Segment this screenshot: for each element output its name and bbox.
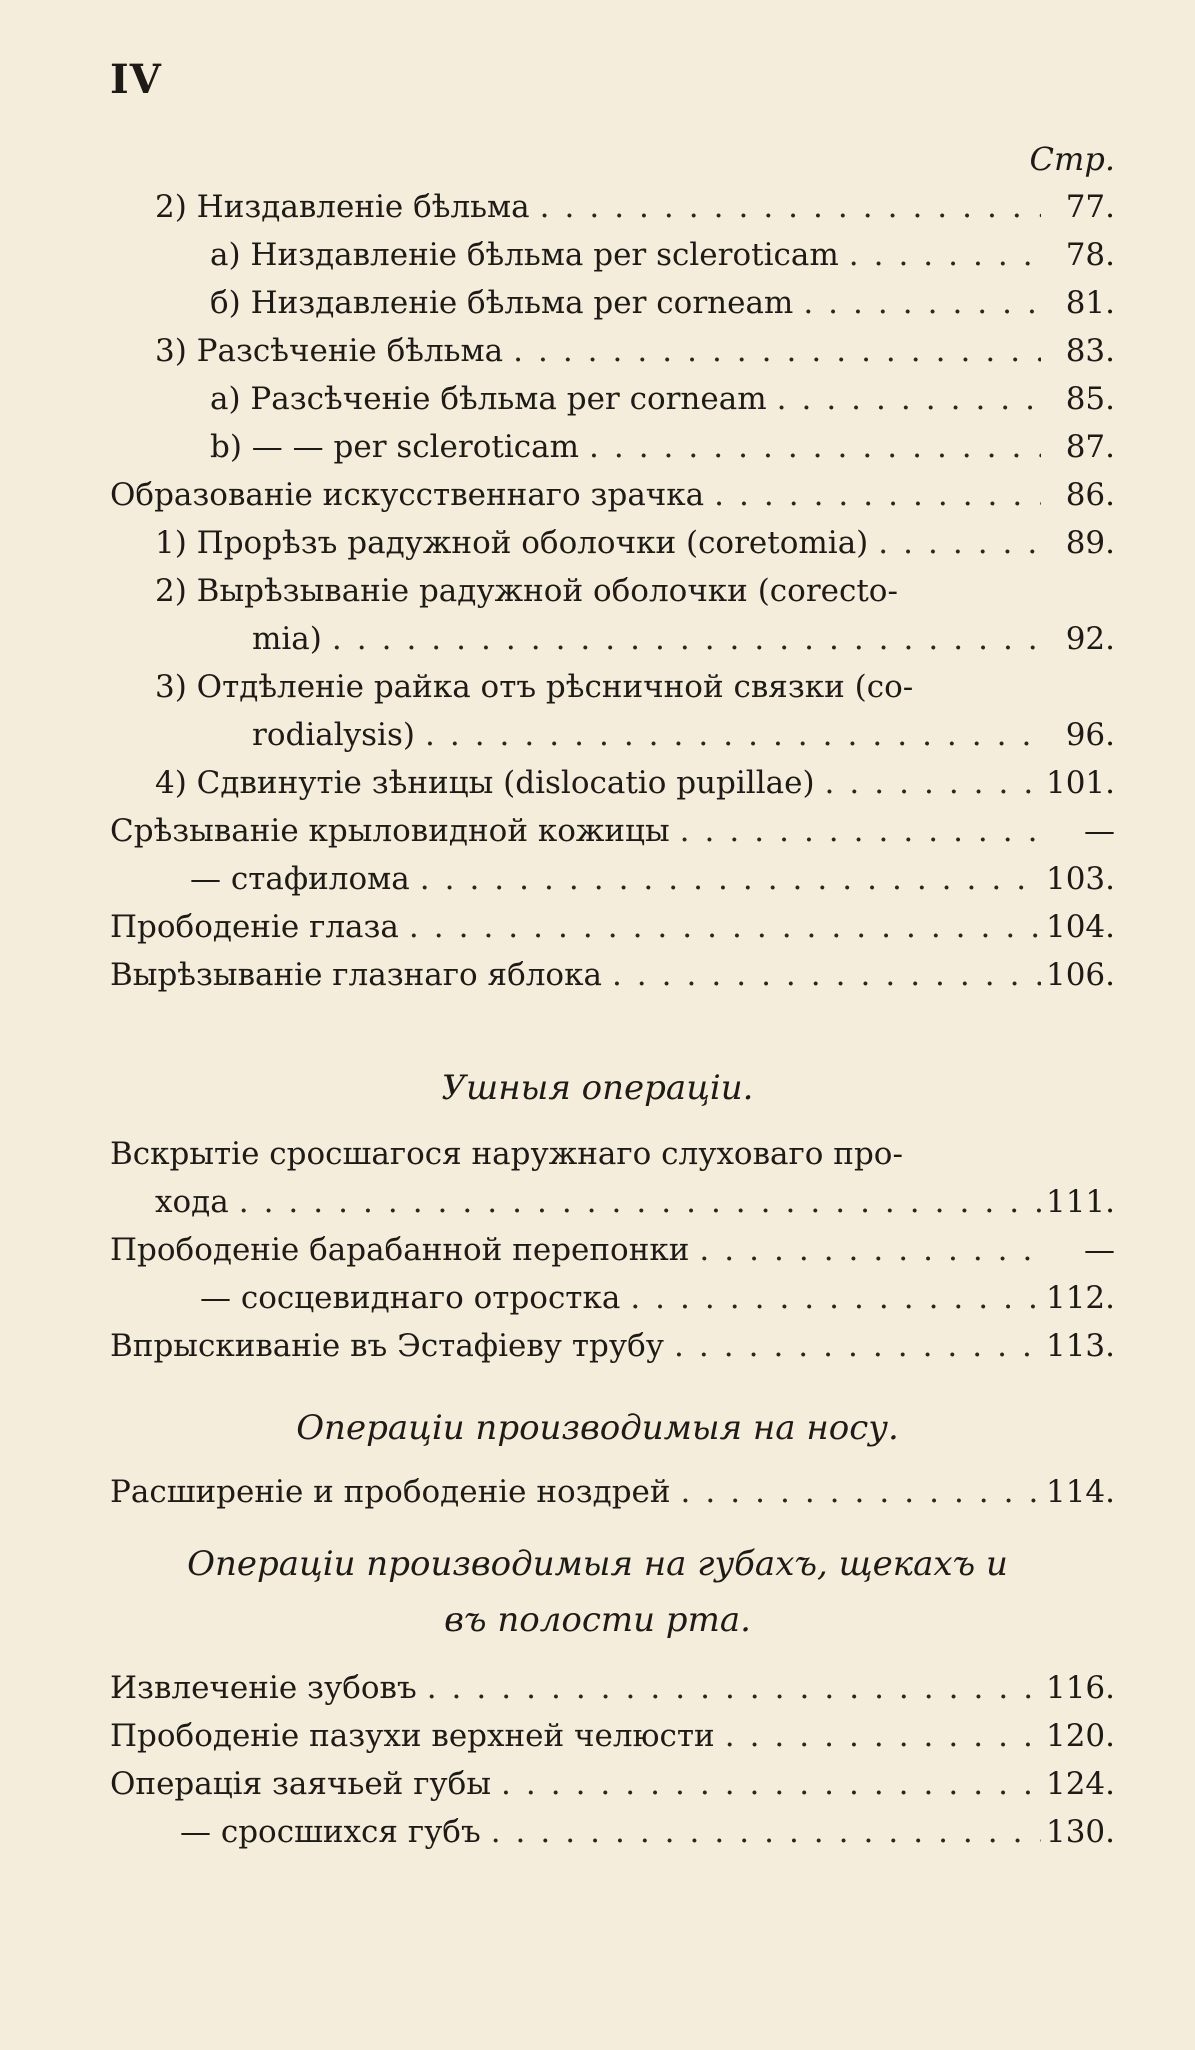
section-heading-mouth: Операцiи производимыя на губахъ, щекахъ и (187, 1544, 1008, 1584)
leader-dots (839, 231, 1041, 279)
toc-entry-text: а) Разсѣченie бѣльма per corneam (210, 381, 767, 417)
toc-entry (110, 1712, 1115, 1760)
leader-dots (530, 183, 1041, 231)
toc-entry-text: 3) Отдѣленie райка отъ рѣсничной связки (co- (155, 669, 914, 705)
leader-dots (664, 1322, 1041, 1370)
toc-entry-text: б) Низдавленie бѣльма per corneam (210, 285, 794, 321)
toc-entry-text: 2) Низдавленie бѣльма (155, 189, 530, 225)
toc-entry (110, 471, 1115, 519)
leader-dots (868, 519, 1041, 567)
toc-entry-page: 103. (1045, 861, 1115, 897)
leader-dots (815, 759, 1041, 807)
leader-dots (793, 279, 1041, 327)
leader-dots (715, 1712, 1041, 1760)
toc-entry-text: хода (155, 1184, 229, 1220)
section-heading-nose: Операцiи производимыя на носу. (296, 1408, 899, 1448)
toc-entry-page: 87. (1065, 429, 1115, 465)
toc-entry-page: 111. (1045, 1184, 1115, 1220)
toc-entry-page: 83. (1065, 333, 1115, 369)
leader-dots (602, 951, 1041, 999)
toc-entry-text: b) — — per scleroticam (210, 429, 579, 465)
toc-entry-page: — (1084, 1232, 1115, 1268)
leader-dots (689, 1226, 1041, 1274)
toc-entry (110, 1468, 1115, 1516)
leader-dots (579, 423, 1041, 471)
leader-dots (671, 1468, 1041, 1516)
toc-entry-text: 4) Сдвинутie зѣницы (dislocatio pupillae) (155, 765, 815, 801)
toc-entry (180, 1808, 1115, 1856)
toc-entry (155, 327, 1115, 375)
leader-dots (491, 1760, 1041, 1808)
toc-entry-page: 124. (1045, 1766, 1115, 1802)
toc-entry-text: Расширенie и прободенie ноздрей (110, 1474, 671, 1510)
toc-entry (155, 519, 1115, 567)
toc-entry-text: — сосцевиднаго отростка (200, 1280, 621, 1316)
toc-entry-text: 1) Прорѣзъ радужной оболочки (coretomia) (155, 525, 869, 561)
toc-entry-page: 78. (1065, 237, 1115, 273)
toc-entry-text: Прободенie пазухи верхней челюсти (110, 1718, 715, 1754)
toc-entry (210, 279, 1115, 327)
toc-entry-text: Прободенie глаза (110, 909, 399, 945)
toc-entry-text: Срѣзыванie крыловидной кожицы (110, 813, 670, 849)
page-column-header: Стр. (1029, 140, 1115, 178)
toc-entry-page: 89. (1065, 525, 1115, 561)
toc-entry-text: — сросшихся губъ (180, 1814, 481, 1850)
leader-dots (481, 1808, 1041, 1856)
toc-entry-page: 85. (1065, 381, 1115, 417)
leader-dots (415, 711, 1041, 759)
leader-dots (399, 903, 1041, 951)
toc-entry-text: Операцiя заячьей губы (110, 1766, 492, 1802)
toc-entry-page: 86. (1065, 477, 1115, 513)
toc-entry (210, 375, 1115, 423)
toc-entry-page: 114. (1045, 1474, 1115, 1510)
toc-entry-page: 116. (1045, 1670, 1115, 1706)
toc-entry-page: — (1084, 813, 1115, 849)
toc-entry-text: Впрыскиванie въ Эстафiеву трубу (110, 1328, 665, 1364)
toc-entry-text: mia) (252, 621, 322, 657)
toc-entry-page: 81. (1065, 285, 1115, 321)
toc-entry-text: Вскрытie сросшагося наружнаго слуховаго про- (110, 1136, 903, 1172)
toc-entry (110, 1664, 1115, 1712)
toc-entry (155, 183, 1115, 231)
leader-dots (503, 327, 1041, 375)
leader-dots (704, 471, 1041, 519)
toc-entry (252, 711, 1115, 759)
toc-entry-page: 112. (1045, 1280, 1115, 1316)
toc-entry-page: 96. (1065, 717, 1115, 753)
toc-entry-page: 120. (1045, 1718, 1115, 1754)
toc-entry-text: Вырѣзыванie глазнаго яблока (110, 957, 602, 993)
toc-entry (110, 951, 1115, 999)
leader-dots (229, 1178, 1041, 1226)
toc-entry (210, 231, 1115, 279)
toc-entry (252, 615, 1115, 663)
toc-entry-page: 113. (1045, 1328, 1115, 1364)
toc-entry (190, 855, 1115, 903)
section-heading-mouth-cont: въ полости рта. (444, 1600, 751, 1640)
toc-entry-page: 101. (1045, 765, 1115, 801)
leader-dots (322, 615, 1041, 663)
toc-entry-text: Прободенie барабанной перепонки (110, 1232, 690, 1268)
leader-dots (767, 375, 1041, 423)
toc-entry-text: а) Низдавленie бѣльма per scleroticam (210, 237, 839, 273)
toc-entry-page: 77. (1065, 189, 1115, 225)
toc-entry (110, 807, 1115, 855)
toc-entry (210, 423, 1115, 471)
toc-entry (110, 903, 1115, 951)
toc-entry-page: 106. (1045, 957, 1115, 993)
toc-entry-page: 130. (1045, 1814, 1115, 1850)
leader-dots (410, 855, 1041, 903)
leader-dots (620, 1274, 1041, 1322)
toc-entry (155, 759, 1115, 807)
toc-entry-page: 104. (1045, 909, 1115, 945)
toc-entry-text: Извлеченie зубовъ (110, 1670, 417, 1706)
toc-entry (110, 1322, 1115, 1370)
section-heading-ear: Ушныя операцiи. (441, 1068, 754, 1108)
toc-entry-text: Образованie искусственнаго зрачка (110, 477, 705, 513)
toc-entry-text: — стафилома (190, 861, 410, 897)
toc-entry-text: rodialysis) (252, 717, 415, 753)
toc-entry (200, 1274, 1115, 1322)
page-number: IV (110, 56, 162, 103)
toc-entry (155, 1178, 1115, 1226)
toc-entry-page: 92. (1065, 621, 1115, 657)
toc-entry-text: 2) Вырѣзыванie радужной оболочки (corecto- (155, 573, 898, 609)
leader-dots (670, 807, 1041, 855)
toc-entry-text: 3) Разсѣченie бѣльма (155, 333, 504, 369)
leader-dots (417, 1664, 1041, 1712)
toc-entry (110, 1226, 1115, 1274)
toc-entry (110, 1760, 1115, 1808)
